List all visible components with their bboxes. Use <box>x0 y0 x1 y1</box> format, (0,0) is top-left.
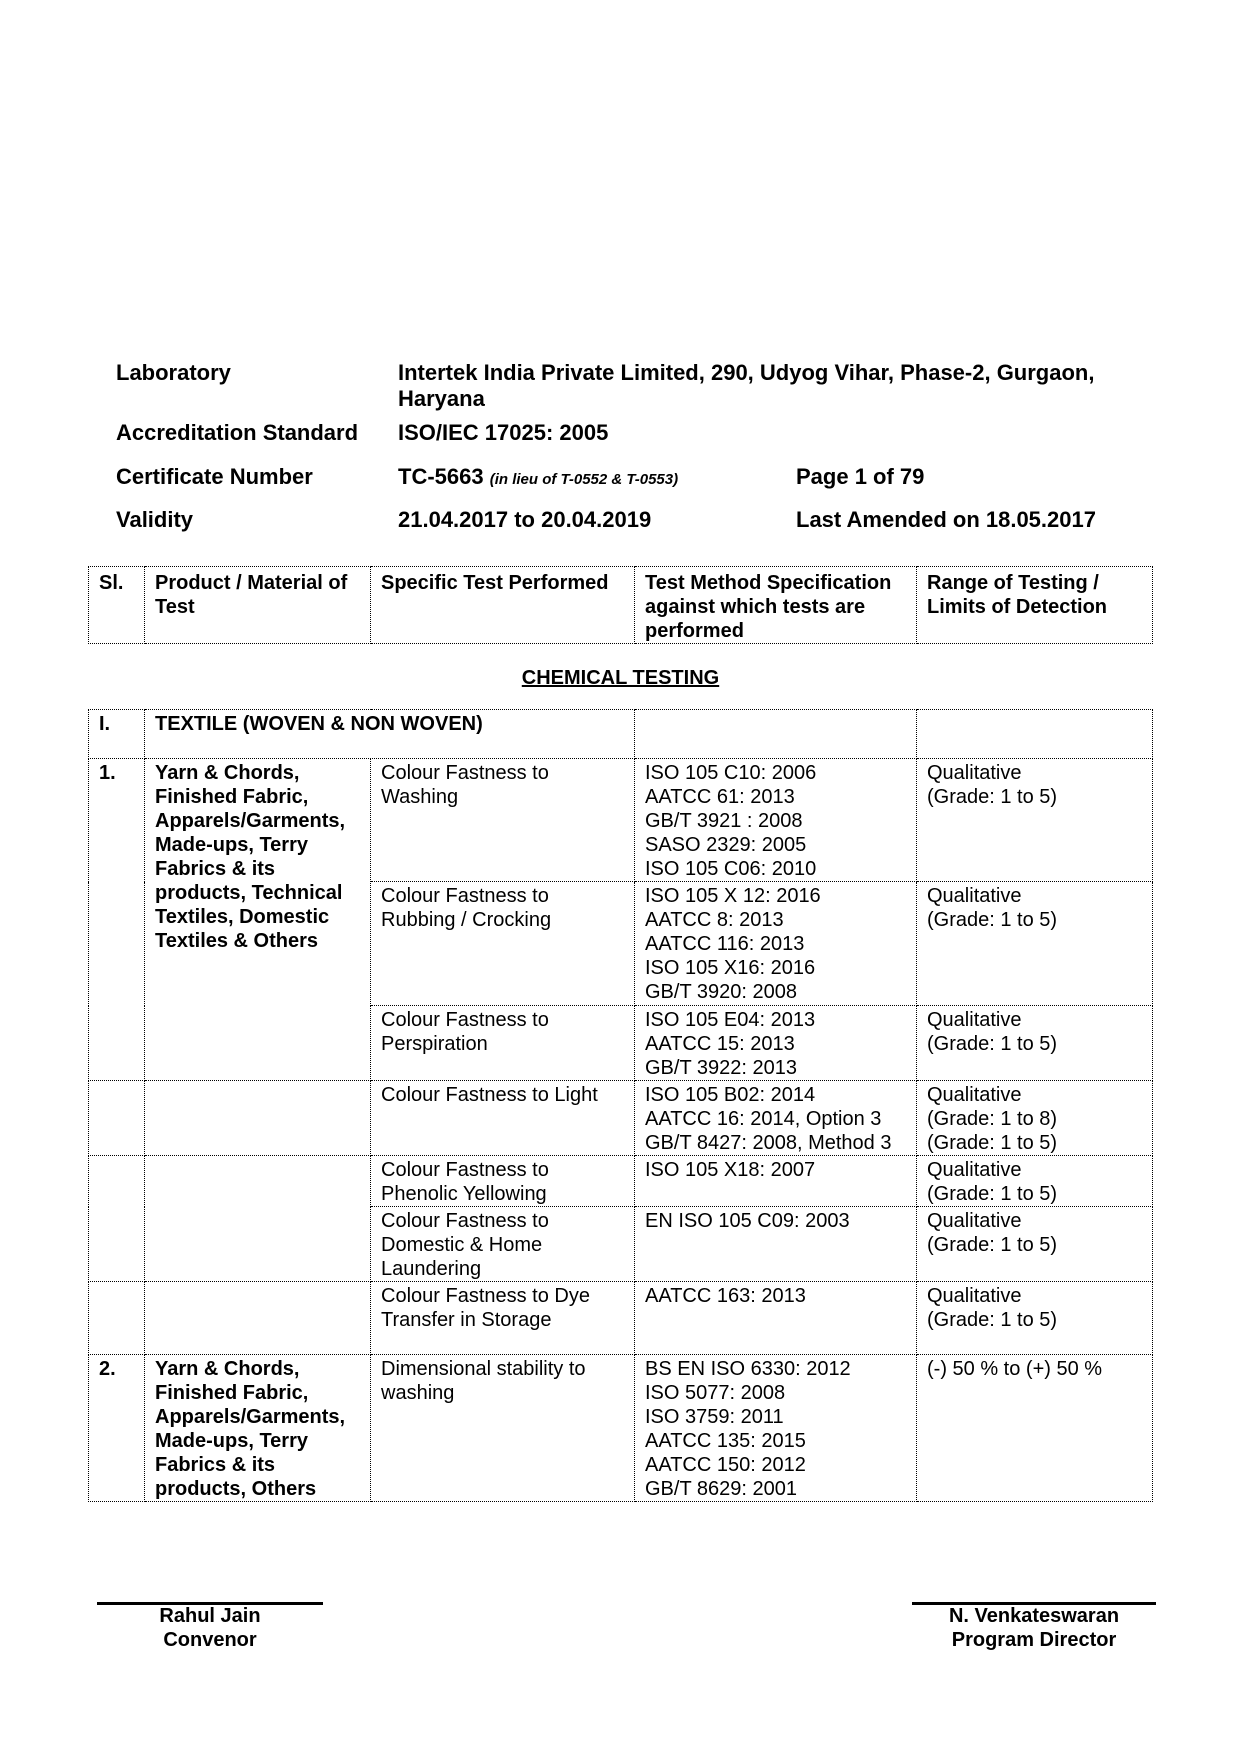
item-product <box>145 759 371 1081</box>
method-line: AATCC 135: 2015 <box>645 1430 806 1452</box>
range-cell <box>917 759 1153 882</box>
method-line: GB/T 3922: 2013 <box>645 1057 797 1079</box>
col-sl: Sl. <box>89 567 145 644</box>
method-cell <box>635 1081 917 1156</box>
product-line: Textiles & Others <box>155 930 319 952</box>
col-method-line: performed <box>645 620 744 642</box>
col-method-line: against which tests are <box>645 596 866 618</box>
range-line: (Grade: 1 to 8) <box>927 1108 1058 1130</box>
range-line: Qualitative <box>927 762 1022 784</box>
range-cell <box>917 1207 1153 1282</box>
method-line: BS EN ISO 6330: 2012 <box>645 1358 851 1380</box>
col-method <box>635 567 917 644</box>
empty-cell <box>145 1081 371 1156</box>
empty-cell <box>145 1156 371 1282</box>
test-line: Colour Fastness to Dye <box>381 1285 590 1307</box>
method-cell <box>635 1282 917 1355</box>
page-info: Page 1 of 79 <box>796 464 925 489</box>
laboratory-value <box>398 360 1148 412</box>
group-sl: I. <box>89 710 145 759</box>
range-line: (Grade: 1 to 5) <box>927 1234 1058 1256</box>
method-line: AATCC 16: 2014, Option 3 <box>645 1108 882 1130</box>
range-line: Qualitative <box>927 1009 1022 1031</box>
table-row <box>89 1282 1153 1355</box>
test-cell <box>371 1006 635 1081</box>
method-cell <box>635 1156 917 1207</box>
range-cell <box>917 1081 1153 1156</box>
method-line: ISO 105 C06: 2010 <box>645 858 817 880</box>
column-header-row <box>89 567 1153 644</box>
empty-cell <box>917 710 1153 759</box>
range-line: Qualitative <box>927 1084 1022 1106</box>
certificate-label: Certificate Number <box>116 464 313 489</box>
range-cell <box>917 882 1153 1006</box>
product-line: Yarn & Chords, <box>155 1358 300 1380</box>
empty-cell <box>145 1282 371 1355</box>
method-cell <box>635 759 917 882</box>
empty-cell <box>635 710 917 759</box>
col-range-line: Limits of Detection <box>927 596 1108 618</box>
signatory-title: Convenor <box>163 1629 257 1651</box>
range-line: (-) 50 % to (+) 50 % <box>927 1358 1103 1380</box>
range-line: (Grade: 1 to 5) <box>927 909 1058 931</box>
certificate-note: (in lieu of T-0552 & T-0553) <box>489 471 679 488</box>
col-test: Specific Test Performed <box>371 567 635 644</box>
test-line: Dimensional stability to <box>381 1358 586 1380</box>
empty-cell <box>89 1282 145 1355</box>
method-line: GB/T 8427: 2008, Method 3 <box>645 1132 892 1154</box>
range-line: (Grade: 1 to 5) <box>927 1033 1058 1055</box>
product-line: Apparels/Garments, <box>155 810 346 832</box>
item-sl: 2. <box>89 1355 145 1502</box>
range-line: (Grade: 1 to 5) <box>927 1132 1058 1154</box>
signatory-name: N. Venkateswaran <box>948 1605 1120 1627</box>
col-range-line: Range of Testing / <box>927 572 1099 594</box>
scope-table <box>88 709 1153 1502</box>
test-line: Rubbing / Crocking <box>381 909 552 931</box>
test-cell <box>371 1282 635 1355</box>
range-line: Qualitative <box>927 885 1022 907</box>
standard-label: Accreditation Standard <box>116 420 359 445</box>
method-line: AATCC 61: 2013 <box>645 786 795 808</box>
group-row <box>89 710 1153 759</box>
test-line: washing <box>381 1382 455 1404</box>
signature-right <box>912 1604 1156 1652</box>
test-line: Washing <box>381 786 459 808</box>
range-line: (Grade: 1 to 5) <box>927 1309 1058 1331</box>
test-cell <box>371 1081 635 1156</box>
section-title: CHEMICAL TESTING <box>521 667 720 689</box>
laboratory-value-line: Intertek India Private Limited, 290, Udyog Vihar, Phase-2, Gurgaon, <box>398 360 1095 385</box>
test-line: Laundering <box>381 1258 482 1280</box>
test-cell <box>371 1156 635 1207</box>
method-line: EN ISO 105 C09: 2003 <box>645 1210 850 1232</box>
col-product-line: Product / Material of <box>155 572 348 594</box>
signatory-title: Program Director <box>951 1629 1117 1651</box>
signatory-name: Rahul Jain <box>159 1605 261 1627</box>
method-cell <box>635 1006 917 1081</box>
standard-value: ISO/IEC 17025: 2005 <box>398 420 609 445</box>
table-row <box>89 1355 1153 1502</box>
empty-cell <box>89 1156 145 1282</box>
method-cell <box>635 882 917 1006</box>
test-line: Perspiration <box>381 1033 488 1055</box>
col-product-line: Test <box>155 596 195 618</box>
test-line: Transfer in Storage <box>381 1309 552 1331</box>
method-line: AATCC 150: 2012 <box>645 1454 806 1476</box>
last-amended: Last Amended on 18.05.2017 <box>796 507 1096 532</box>
test-line: Colour Fastness to <box>381 885 549 907</box>
test-line: Domestic & Home <box>381 1234 543 1256</box>
range-cell <box>917 1006 1153 1081</box>
product-line: Finished Fabric, <box>155 1382 309 1404</box>
validity-value: 21.04.2017 to 20.04.2019 <box>398 507 652 532</box>
method-line: GB/T 3920: 2008 <box>645 981 797 1003</box>
method-line: ISO 105 X18: 2007 <box>645 1159 816 1181</box>
method-line: AATCC 8: 2013 <box>645 909 784 931</box>
item-product <box>145 1355 371 1502</box>
method-line: ISO 105 E04: 2013 <box>645 1009 816 1031</box>
signature-left <box>97 1604 323 1652</box>
col-product <box>145 567 371 644</box>
table-row <box>89 759 1153 882</box>
range-cell <box>917 1355 1153 1502</box>
table-row <box>89 1081 1153 1156</box>
product-line: products, Others <box>155 1478 317 1500</box>
validity-label: Validity <box>116 507 194 532</box>
test-line: Colour Fastness to <box>381 1210 549 1232</box>
method-cell <box>635 1355 917 1502</box>
certificate-value <box>398 464 1148 493</box>
col-range <box>917 567 1153 644</box>
method-line: SASO 2329: 2005 <box>645 834 807 856</box>
product-line: Yarn & Chords, <box>155 762 300 784</box>
method-line: ISO 5077: 2008 <box>645 1382 786 1404</box>
test-cell <box>371 759 635 882</box>
test-line: Colour Fastness to Light <box>381 1084 598 1106</box>
method-cell <box>635 1207 917 1282</box>
table-row <box>89 1156 1153 1207</box>
product-line: products, Technical <box>155 882 343 904</box>
test-line: Colour Fastness to <box>381 1009 549 1031</box>
test-cell <box>371 1207 635 1282</box>
product-line: Finished Fabric, <box>155 786 309 808</box>
test-line: Phenolic Yellowing <box>381 1183 547 1205</box>
method-line: ISO 3759: 2011 <box>645 1406 784 1428</box>
product-line: Made-ups, Terry <box>155 834 308 856</box>
empty-cell <box>89 1081 145 1156</box>
method-line: ISO 105 C10: 2006 <box>645 762 817 784</box>
method-line: GB/T 3921 : 2008 <box>645 810 803 832</box>
range-cell <box>917 1156 1153 1207</box>
group-title: TEXTILE (WOVEN & NON WOVEN) <box>145 710 635 759</box>
product-line: Made-ups, Terry <box>155 1430 308 1452</box>
method-line: ISO 105 B02: 2014 <box>645 1084 816 1106</box>
product-line: Fabrics & its <box>155 1454 276 1476</box>
test-line: Colour Fastness to <box>381 762 549 784</box>
col-method-line: Test Method Specification <box>645 572 892 594</box>
test-cell <box>371 882 635 1006</box>
method-line: AATCC 15: 2013 <box>645 1033 795 1055</box>
product-line: Apparels/Garments, <box>155 1406 346 1428</box>
test-line: Colour Fastness to <box>381 1159 549 1181</box>
item-sl: 1. <box>89 759 145 1081</box>
range-cell <box>917 1282 1153 1355</box>
method-line: ISO 105 X16: 2016 <box>645 957 816 979</box>
range-line: Qualitative <box>927 1210 1022 1232</box>
method-line: ISO 105 X 12: 2016 <box>645 885 821 907</box>
product-line: Textiles, Domestic <box>155 906 330 928</box>
range-line: Qualitative <box>927 1285 1022 1307</box>
range-line: Qualitative <box>927 1159 1022 1181</box>
product-line: Fabrics & its <box>155 858 276 880</box>
range-line: (Grade: 1 to 5) <box>927 786 1058 808</box>
column-header-table <box>88 566 1153 644</box>
test-cell <box>371 1355 635 1502</box>
method-line: AATCC 163: 2013 <box>645 1285 806 1307</box>
range-line: (Grade: 1 to 5) <box>927 1183 1058 1205</box>
method-line: AATCC 116: 2013 <box>645 933 805 955</box>
certificate-number: TC-5663 <box>398 464 484 489</box>
method-line: GB/T 8629: 2001 <box>645 1478 797 1500</box>
laboratory-label: Laboratory <box>116 360 231 385</box>
laboratory-value-line: Haryana <box>398 386 485 411</box>
